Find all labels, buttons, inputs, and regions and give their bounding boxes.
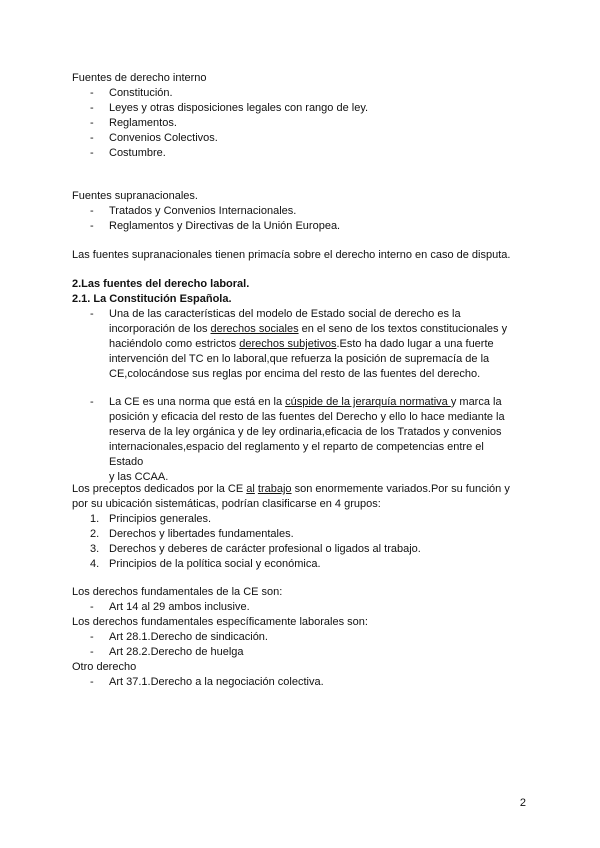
section-title: 2.Las fuentes del derecho laboral.: [72, 278, 250, 290]
page-number: 2: [519, 797, 526, 809]
list-item: - Costumbre.: [90, 147, 166, 159]
list-item: - Art 28.2.Derecho de huelga: [90, 646, 244, 658]
internal-sources-list: [72, 86, 532, 161]
list-item: - Art 28.1.Derecho de sindicación.: [90, 631, 268, 643]
primacy-paragraph: Las fuentes supranacionales tienen primacía sobre el derecho interno en caso de disputa.: [72, 249, 511, 261]
list-item: - Una de las características del modelo de Estado social de derecho es la incorporación de los derechos sociales en el seno de los textos constitucionales y haciéndolo como estrictos derechos subjetivos.Esto ha dado lugar a una fuerte intervención del TC en lo laboral,que refuerza la posición de supremacía de la CE,colocándose sus reglas por encima del resto de las fuentes del derecho.: [90, 308, 508, 380]
internal-sources-heading: Fuentes de derecho interno: [72, 72, 207, 84]
underlined-term: derechos subjetivos: [239, 338, 337, 350]
underlined-term: cúspide de la jerarquía normativa: [285, 396, 451, 408]
paragraph-normative-hierarchy: [72, 395, 532, 485]
supranational-sources-section: [72, 189, 532, 234]
numbered-item: 4. Principios de la política social y económica.: [90, 558, 321, 570]
supranational-sources-list: [72, 204, 532, 234]
internal-sources-section: [72, 71, 532, 161]
fundamental-rights-heading: Los derechos fundamentales de la CE son:: [72, 586, 283, 598]
labour-rights-heading: Los derechos fundamentales específicamente laborales son:: [72, 616, 368, 628]
subsection-title: 2.1. La Constitución Española.: [72, 293, 232, 305]
list-item: - La CE es una norma que está en la cúspide de la jerarquía normativa y marca la posición y eficacia del resto de las fuentes del Derecho y ello lo hace mediante la reserva de la ley orgánica y de ley ordinaria,eficacia de los Tratados y convenios internacionales,espacio del reglamento y el reparto de competencias entre el Estado y las CCAA.: [90, 396, 505, 483]
fundamental-rights-section: [72, 585, 532, 690]
numbered-item: 2. Derechos y libertades fundamentales.: [90, 528, 294, 540]
list-item: - Constitución.: [90, 87, 173, 99]
supranational-sources-heading: Fuentes supranacionales.: [72, 190, 198, 202]
other-right-heading: Otro derecho: [72, 661, 137, 673]
numbered-item: 3. Derechos y deberes de carácter profesional o ligados al trabajo.: [90, 543, 421, 555]
list-item: - Leyes y otras disposiciones legales con rango de ley.: [90, 102, 369, 114]
list-item: - Convenios Colectivos.: [90, 132, 218, 144]
precepts-line-1: Los preceptos dedicados por la CE al trabajo son enormemente variados.Por su función y: [72, 483, 510, 495]
list-item: - Art 37.1.Derecho a la negociación colectiva.: [90, 676, 324, 688]
list-item: - Reglamentos y Directivas de la Unión Europea.: [90, 220, 341, 232]
list-item: - Art 14 al 29 ambos inclusive.: [90, 601, 250, 613]
precepts-line-2: por su ubicación sistemáticas, podrían clasificarse en 4 grupos:: [72, 498, 381, 510]
list-item: - Tratados y Convenios Internacionales.: [90, 205, 297, 217]
precepts-section: [72, 482, 532, 572]
numbered-item: 1. Principios generales.: [90, 513, 212, 525]
paragraph-social-rights: [72, 307, 532, 382]
list-item: - Reglamentos.: [90, 117, 177, 129]
underlined-term: derechos sociales: [210, 323, 299, 335]
